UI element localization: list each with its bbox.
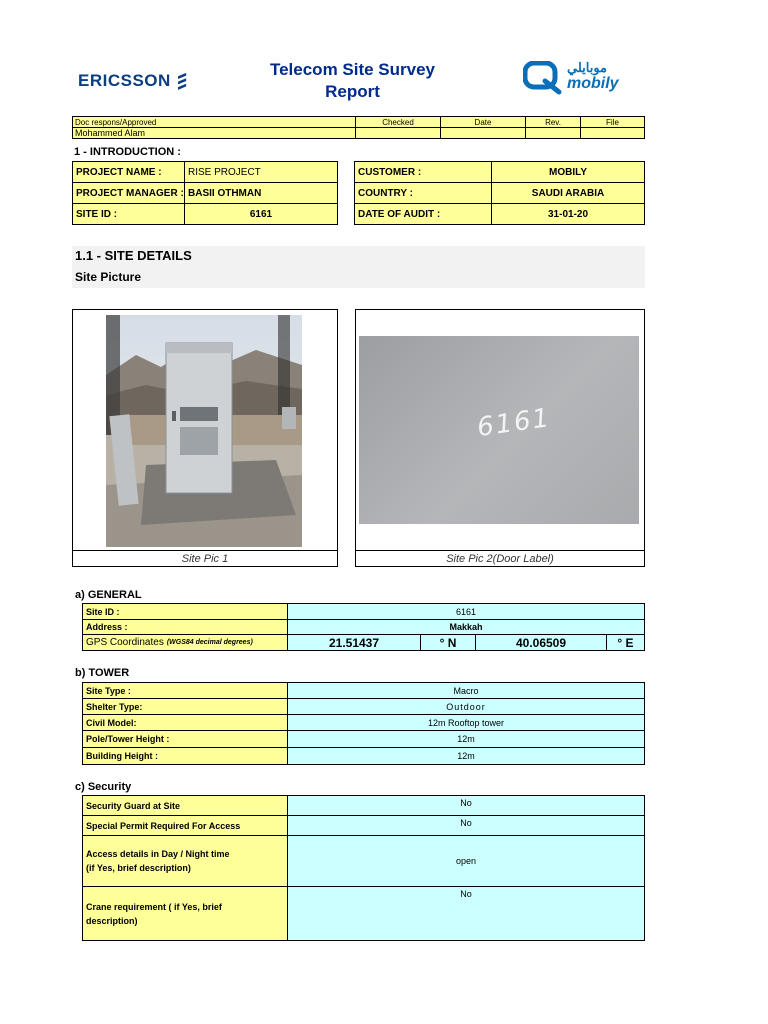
site-pic-2-caption: Site Pic 2(Door Label): [446, 553, 554, 565]
access-permit-value: No: [287, 815, 645, 836]
tower-row-label: Building Height :: [82, 747, 288, 765]
doc-responsible-header: Doc respons/Approved: [72, 116, 356, 128]
report-title-line1: Telecom Site Survey: [269, 60, 436, 79]
country-value: SAUDI ARABIA: [491, 182, 645, 204]
doc-file-header: File: [580, 116, 645, 128]
address-value: Makkah: [287, 619, 645, 635]
site-pic-1-image: [106, 315, 302, 547]
crane-label-line2: description): [86, 915, 138, 926]
crane-label-line1: Crane requirement ( if Yes, brief: [86, 901, 222, 912]
project-name-label: PROJECT NAME :: [72, 161, 185, 183]
project-manager-label: PROJECT MANAGER :: [72, 182, 185, 204]
tower-heading: b) TOWER: [75, 667, 130, 679]
ericsson-stripes-icon: [176, 68, 188, 94]
security-heading: c) Security: [75, 781, 132, 793]
mobily-logo: [523, 60, 623, 96]
tower-row-value: 12m Rooftop tower: [287, 714, 645, 731]
site-pic-2-image: [359, 336, 639, 524]
doc-file-value: [580, 127, 645, 139]
gps-label: [82, 634, 288, 651]
tower-row-label: Civil Model:: [82, 714, 288, 731]
ericsson-logo: [78, 66, 188, 96]
general-site-id-value: 6161: [287, 603, 645, 620]
doc-checked-header: Checked: [355, 116, 441, 128]
doc-rev-header: Rev.: [525, 116, 581, 128]
report-title: [240, 59, 465, 103]
intro-site-id-label: SITE ID :: [72, 203, 185, 225]
site-details-heading: 1.1 - SITE DETAILS: [75, 248, 192, 263]
doc-responsible-value: Mohammed Alam: [72, 127, 356, 139]
mobily-arabic-text: موبايلي: [567, 60, 608, 75]
country-label: COUNTRY :: [354, 182, 492, 204]
crane-requirement-label: [82, 886, 288, 941]
site-details-banner: [72, 246, 645, 288]
security-guard-value: No: [287, 795, 645, 816]
site-pic-2-frame: [355, 309, 645, 567]
mobily-symbol-icon: [523, 61, 563, 95]
date-of-audit-label: DATE OF AUDIT :: [354, 203, 492, 225]
tower-row-label: Pole/Tower Height :: [82, 730, 288, 748]
access-details-label-line1: Access details in Day / Night time: [86, 849, 230, 859]
date-of-audit-value: 31-01-20: [491, 203, 645, 225]
general-heading: a) GENERAL: [75, 589, 142, 601]
intro-site-id-value: 6161: [184, 203, 338, 225]
door-label-text: 6161: [475, 402, 553, 444]
customer-label: CUSTOMER :: [354, 161, 492, 183]
security-guard-label: Security Guard at Site: [82, 795, 288, 816]
doc-checked-value: [355, 127, 441, 139]
gps-note: (WGS84 decimal degrees): [166, 639, 253, 646]
customer-value: MOBILY: [491, 161, 645, 183]
tower-row-value: Outdoor: [287, 698, 645, 715]
site-pic-1-frame: [72, 309, 338, 567]
site-pic-1-caption: Site Pic 1: [181, 553, 229, 565]
doc-date-header: Date: [440, 116, 526, 128]
longitude-unit: ° E: [606, 634, 645, 651]
mobily-wordmark: mobily: [567, 75, 619, 92]
tower-row-label: Shelter Type:: [82, 698, 288, 715]
general-site-id-label: Site ID :: [82, 603, 288, 620]
doc-date-value: [440, 127, 526, 139]
access-details-label-line2: (if Yes, brief description): [86, 863, 191, 873]
tower-row-value: 12m: [287, 747, 645, 765]
access-details-label: [82, 835, 288, 887]
project-manager-value: BASII OTHMAN: [184, 182, 338, 204]
latitude-unit: ° N: [420, 634, 476, 651]
project-name-value: RISE PROJECT: [184, 161, 338, 183]
site-picture-subheading: Site Picture: [75, 270, 142, 284]
introduction-heading: 1 - INTRODUCTION :: [74, 146, 181, 158]
crane-requirement-value: No: [287, 886, 645, 941]
gps-label-text: GPS Coordinates: [86, 637, 164, 648]
report-title-line2: Report: [325, 82, 380, 101]
tower-row-label: Site Type :: [82, 682, 288, 699]
access-details-value: open: [287, 835, 645, 887]
address-label: Address :: [82, 619, 288, 635]
access-permit-label: Special Permit Required For Access: [82, 815, 288, 836]
latitude-value: 21.51437: [287, 634, 421, 651]
tower-row-value: Macro: [287, 682, 645, 699]
ericsson-wordmark: ERICSSON: [78, 71, 171, 90]
longitude-value: 40.06509: [475, 634, 607, 651]
doc-rev-value: [525, 127, 581, 139]
tower-row-value: 12m: [287, 730, 645, 748]
